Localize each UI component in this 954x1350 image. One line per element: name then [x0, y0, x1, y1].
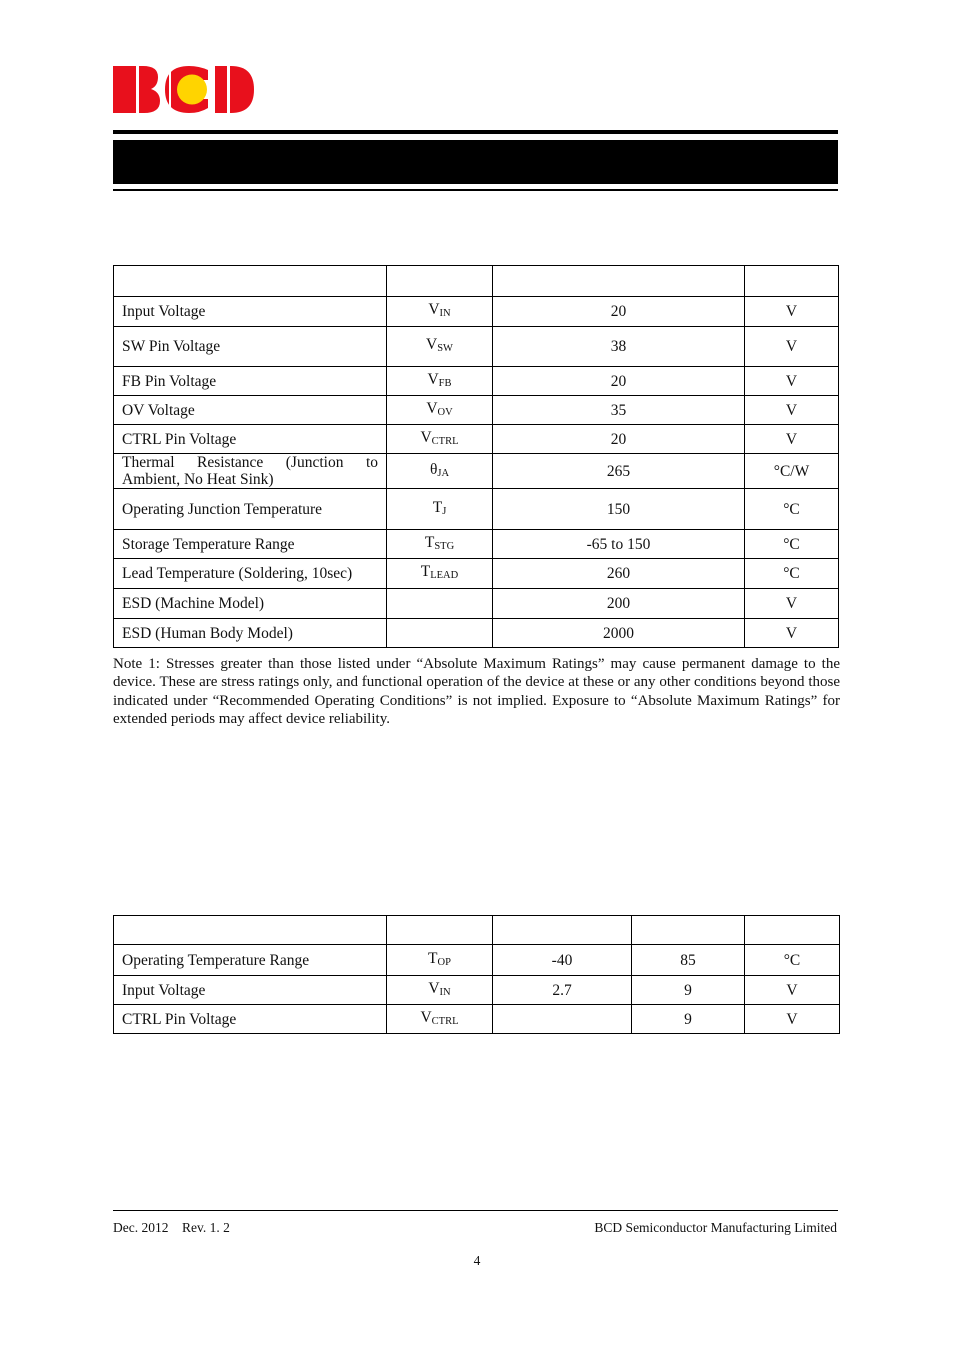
- parameter-cell: Operating Temperature Range: [114, 945, 387, 976]
- symbol-subscript: IN: [439, 308, 451, 319]
- symbol-cell: [387, 945, 493, 976]
- symbol-main: T: [424, 533, 435, 551]
- min-cell: -40: [493, 945, 632, 976]
- table-row: [114, 454, 839, 489]
- parameter-cell: OV Voltage: [114, 396, 387, 425]
- header-cell: [387, 916, 493, 945]
- parameter-cell: SW Pin Voltage: [114, 327, 387, 367]
- table-row: [114, 530, 839, 559]
- unit-cell: V: [745, 425, 839, 454]
- table-row: [114, 976, 840, 1005]
- note-1: Note 1: Stresses greater than those listed under “Absolute Maximum Ratings” may cause permanent damage to the device. These are stress ratings only, and functional operation of the device at these or any other conditions beyond those indicated under “Recommended Operating Conditions” is not implied. Exposure to “Absolute Maximum Ratings” for extended periods may affect device reliability.: [113, 656, 840, 727]
- header-cell: [745, 916, 840, 945]
- min-cell: 2.7: [493, 976, 632, 1005]
- value-cell: 20: [493, 297, 745, 327]
- table-row: [114, 425, 839, 454]
- symbol-main: V: [426, 399, 438, 417]
- header-cell: [632, 916, 745, 945]
- header-cell: [114, 266, 387, 297]
- header-underline: [113, 189, 838, 191]
- symbol-cell: [387, 297, 493, 327]
- table-row: [114, 589, 839, 619]
- symbol-cell: [387, 454, 493, 489]
- parameter-cell: Input Voltage: [114, 976, 387, 1005]
- symbol-subscript: SW: [437, 343, 453, 354]
- section-title-band: [113, 140, 838, 184]
- value-cell: 20: [493, 425, 745, 454]
- max-cell: 9: [632, 976, 745, 1005]
- table-header-row: [114, 916, 840, 945]
- symbol-cell: [387, 530, 493, 559]
- table-row: [114, 559, 839, 589]
- unit-cell: V: [745, 367, 839, 396]
- symbol-main: V: [426, 336, 438, 353]
- header-cell: [493, 916, 632, 945]
- parameter-cell: Input Voltage: [114, 297, 387, 327]
- unit-cell: °C: [745, 559, 839, 589]
- symbol-cell: [387, 976, 493, 1005]
- symbol-main: T: [428, 949, 438, 967]
- table-row: [114, 327, 839, 367]
- recommended-operating-conditions-table: [113, 915, 840, 1034]
- unit-cell: °C: [745, 945, 840, 976]
- footer-date-rev: [113, 1220, 230, 1236]
- symbol-main: V: [428, 301, 440, 318]
- parameter-cell: FB Pin Voltage: [114, 367, 387, 396]
- symbol-main: V: [428, 979, 440, 997]
- unit-cell: °C/W: [745, 454, 839, 489]
- symbol-main: T: [420, 563, 431, 580]
- bcd-logo: [113, 66, 254, 113]
- value-cell: 38: [493, 327, 745, 367]
- symbol-subscript: J: [442, 505, 447, 517]
- symbol-subscript: JA: [437, 467, 450, 479]
- parameter-cell: CTRL Pin Voltage: [114, 1005, 387, 1034]
- value-cell: 200: [493, 589, 745, 619]
- symbol-cell: [387, 589, 493, 619]
- unit-cell: V: [745, 589, 839, 619]
- symbol-cell: [387, 367, 493, 396]
- footer-rule: [113, 1210, 838, 1211]
- table-row: [114, 489, 839, 530]
- symbol-main: T: [432, 498, 443, 516]
- symbol-main: V: [427, 370, 439, 388]
- parameter-cell: Lead Temperature (Soldering, 10sec): [114, 559, 387, 589]
- max-cell: 9: [632, 1005, 745, 1034]
- symbol-cell: [387, 1005, 493, 1034]
- footer-revision: Rev. 1. 2: [181, 1220, 230, 1235]
- symbol-main: V: [420, 1008, 432, 1026]
- unit-cell: V: [745, 976, 840, 1005]
- unit-cell: °C: [745, 530, 839, 559]
- header-cell: [745, 266, 839, 297]
- value-cell: 20: [493, 367, 745, 396]
- symbol-main: θ: [429, 460, 438, 478]
- header-cell: [114, 916, 387, 945]
- symbol-cell: [387, 396, 493, 425]
- table-header-row: [114, 266, 839, 297]
- absolute-maximum-ratings-table: [113, 265, 839, 648]
- table-row: [114, 297, 839, 327]
- parameter-cell: ESD (Machine Model): [114, 589, 387, 619]
- parameter-cell: CTRL Pin Voltage: [114, 425, 387, 454]
- value-cell: 2000: [493, 619, 745, 648]
- symbol-subscript: OP: [437, 956, 451, 968]
- unit-cell: V: [745, 327, 839, 367]
- max-cell: 85: [632, 945, 745, 976]
- parameter-cell: Thermal Resistance (Junction to Ambient, No Heat Sink): [114, 454, 387, 489]
- symbol-cell: [387, 489, 493, 530]
- unit-cell: °C: [745, 489, 839, 530]
- parameter-cell: Storage Temperature Range: [114, 530, 387, 559]
- parameter-cell: ESD (Human Body Model): [114, 619, 387, 648]
- page-number: 4: [473, 1253, 481, 1268]
- symbol-subscript: OV: [437, 406, 453, 418]
- header-cell: [493, 266, 745, 297]
- footer-date: Dec. 2012: [113, 1220, 169, 1235]
- symbol-cell: [387, 619, 493, 648]
- unit-cell: V: [745, 396, 839, 425]
- symbol-subscript: CTRL: [431, 435, 459, 447]
- value-cell: 35: [493, 396, 745, 425]
- table-row: [114, 367, 839, 396]
- symbol-subscript: CTRL: [431, 1015, 459, 1027]
- value-cell: 265: [493, 454, 745, 489]
- symbol-main: V: [420, 428, 432, 446]
- value-cell: -65 to 150: [493, 530, 745, 559]
- min-cell: [493, 1005, 632, 1034]
- footer-company: BCD Semiconductor Manufacturing Limited: [594, 1220, 837, 1235]
- table-row: [114, 945, 840, 976]
- unit-cell: V: [745, 297, 839, 327]
- table-row: [114, 1005, 840, 1034]
- table-row: [114, 396, 839, 425]
- unit-cell: V: [745, 1005, 840, 1034]
- symbol-subscript: LEAD: [430, 570, 459, 581]
- table-row: [114, 619, 839, 648]
- symbol-cell: [387, 559, 493, 589]
- unit-cell: V: [745, 619, 839, 648]
- value-cell: 150: [493, 489, 745, 530]
- symbol-cell: [387, 425, 493, 454]
- header-cell: [387, 266, 493, 297]
- value-cell: 260: [493, 559, 745, 589]
- header-rule: [113, 130, 838, 134]
- symbol-subscript: STG: [434, 540, 455, 552]
- symbol-cell: [387, 327, 493, 367]
- parameter-cell: Operating Junction Temperature: [114, 489, 387, 530]
- symbol-subscript: IN: [439, 986, 451, 998]
- symbol-subscript: FB: [438, 377, 452, 389]
